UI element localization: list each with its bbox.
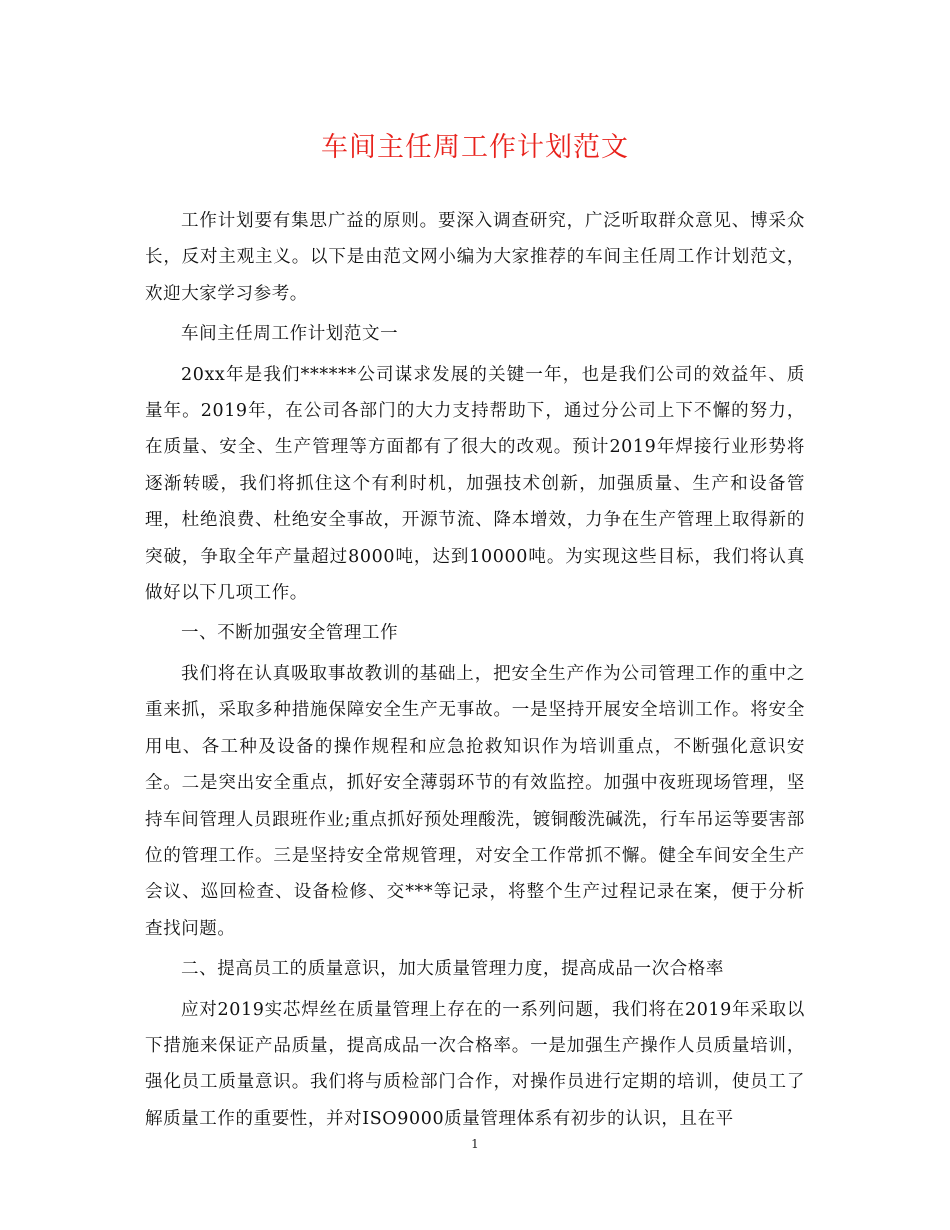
document-body (145, 203, 805, 1141)
section-heading-safety: 一、不断加强安全管理工作 (181, 623, 399, 644)
body-paragraph-safety: 我们将在认真吸取事故教训的基础上，把安全生产作为公司管理工作的重中之重来抓，采取多种措施保障安全生产无事故。一是坚持开展安全培训工作。将安全用电、各工种及设备的操作规程和应急抢救知识作为培训重点，不断强化意识安全。二是突出安全重点，抓好安全薄弱环节的有效监控。加强中夜班现场管理，坚持车间管理人员跟班作业;重点抓好预处理酸洗，镀铜酸洗碱洗，行车吊运等要害部位的管理工作。三是坚持安全常规管理，对安全工作常抓不懈。健全车间安全生产会议、巡回检查、设备检修、交***等记录，将整个生产过程记录在案，便于分析查找问题。 (145, 663, 805, 939)
body-paragraph-quality: 应对2019实芯焊丝在质量管理上存在的一系列问题，我们将在2019年采取以下措施来保证产品质量，提高成品一次合格率。一是加强生产操作人员质量培训，强化员工质量意识。我们将与质检部门合作，对操作员进行定期的培训，使员工了解质量工作的重要性，并对ISO9000质量管理体系有初步的认识，且在平 (145, 999, 805, 1129)
section-heading-sample-one: 车间主任周工作计划范文一 (181, 324, 399, 345)
section-heading-quality: 二、提高员工的质量意识，加大质量管理力度，提高成品一次合格率 (181, 959, 724, 980)
document-title: 车间主任周工作计划范文 (321, 132, 629, 163)
body-paragraph-overview: 20xx年是我们******公司谋求发展的关键一年，也是我们公司的效益年、质量年。2019年，在公司各部门的大力支持帮助下，通过分公司上下不懈的努力，在质量、安全、生产管理等方面都有了很大的改观。预计2019年焊接行业形势将逐渐转暖，我们将抓住这个有利时机，加强技术创新，加强质量、生产和设备管理，杜绝浪费、杜绝安全事故，开源节流、降本增效，力争在生产管理上取得新的突破，争取全年产量超过8000吨，达到10000吨。为实现这些目标，我们将认真做好以下几项工作。 (145, 364, 805, 604)
page-number: 1 (471, 1137, 479, 1151)
intro-paragraph: 工作计划要有集思广益的原则。要深入调查研究，广泛听取群众意见、博采众长，反对主观主义。以下是由范文网小编为大家推荐的车间主任周工作计划范文，欢迎大家学习参考。 (145, 211, 805, 304)
